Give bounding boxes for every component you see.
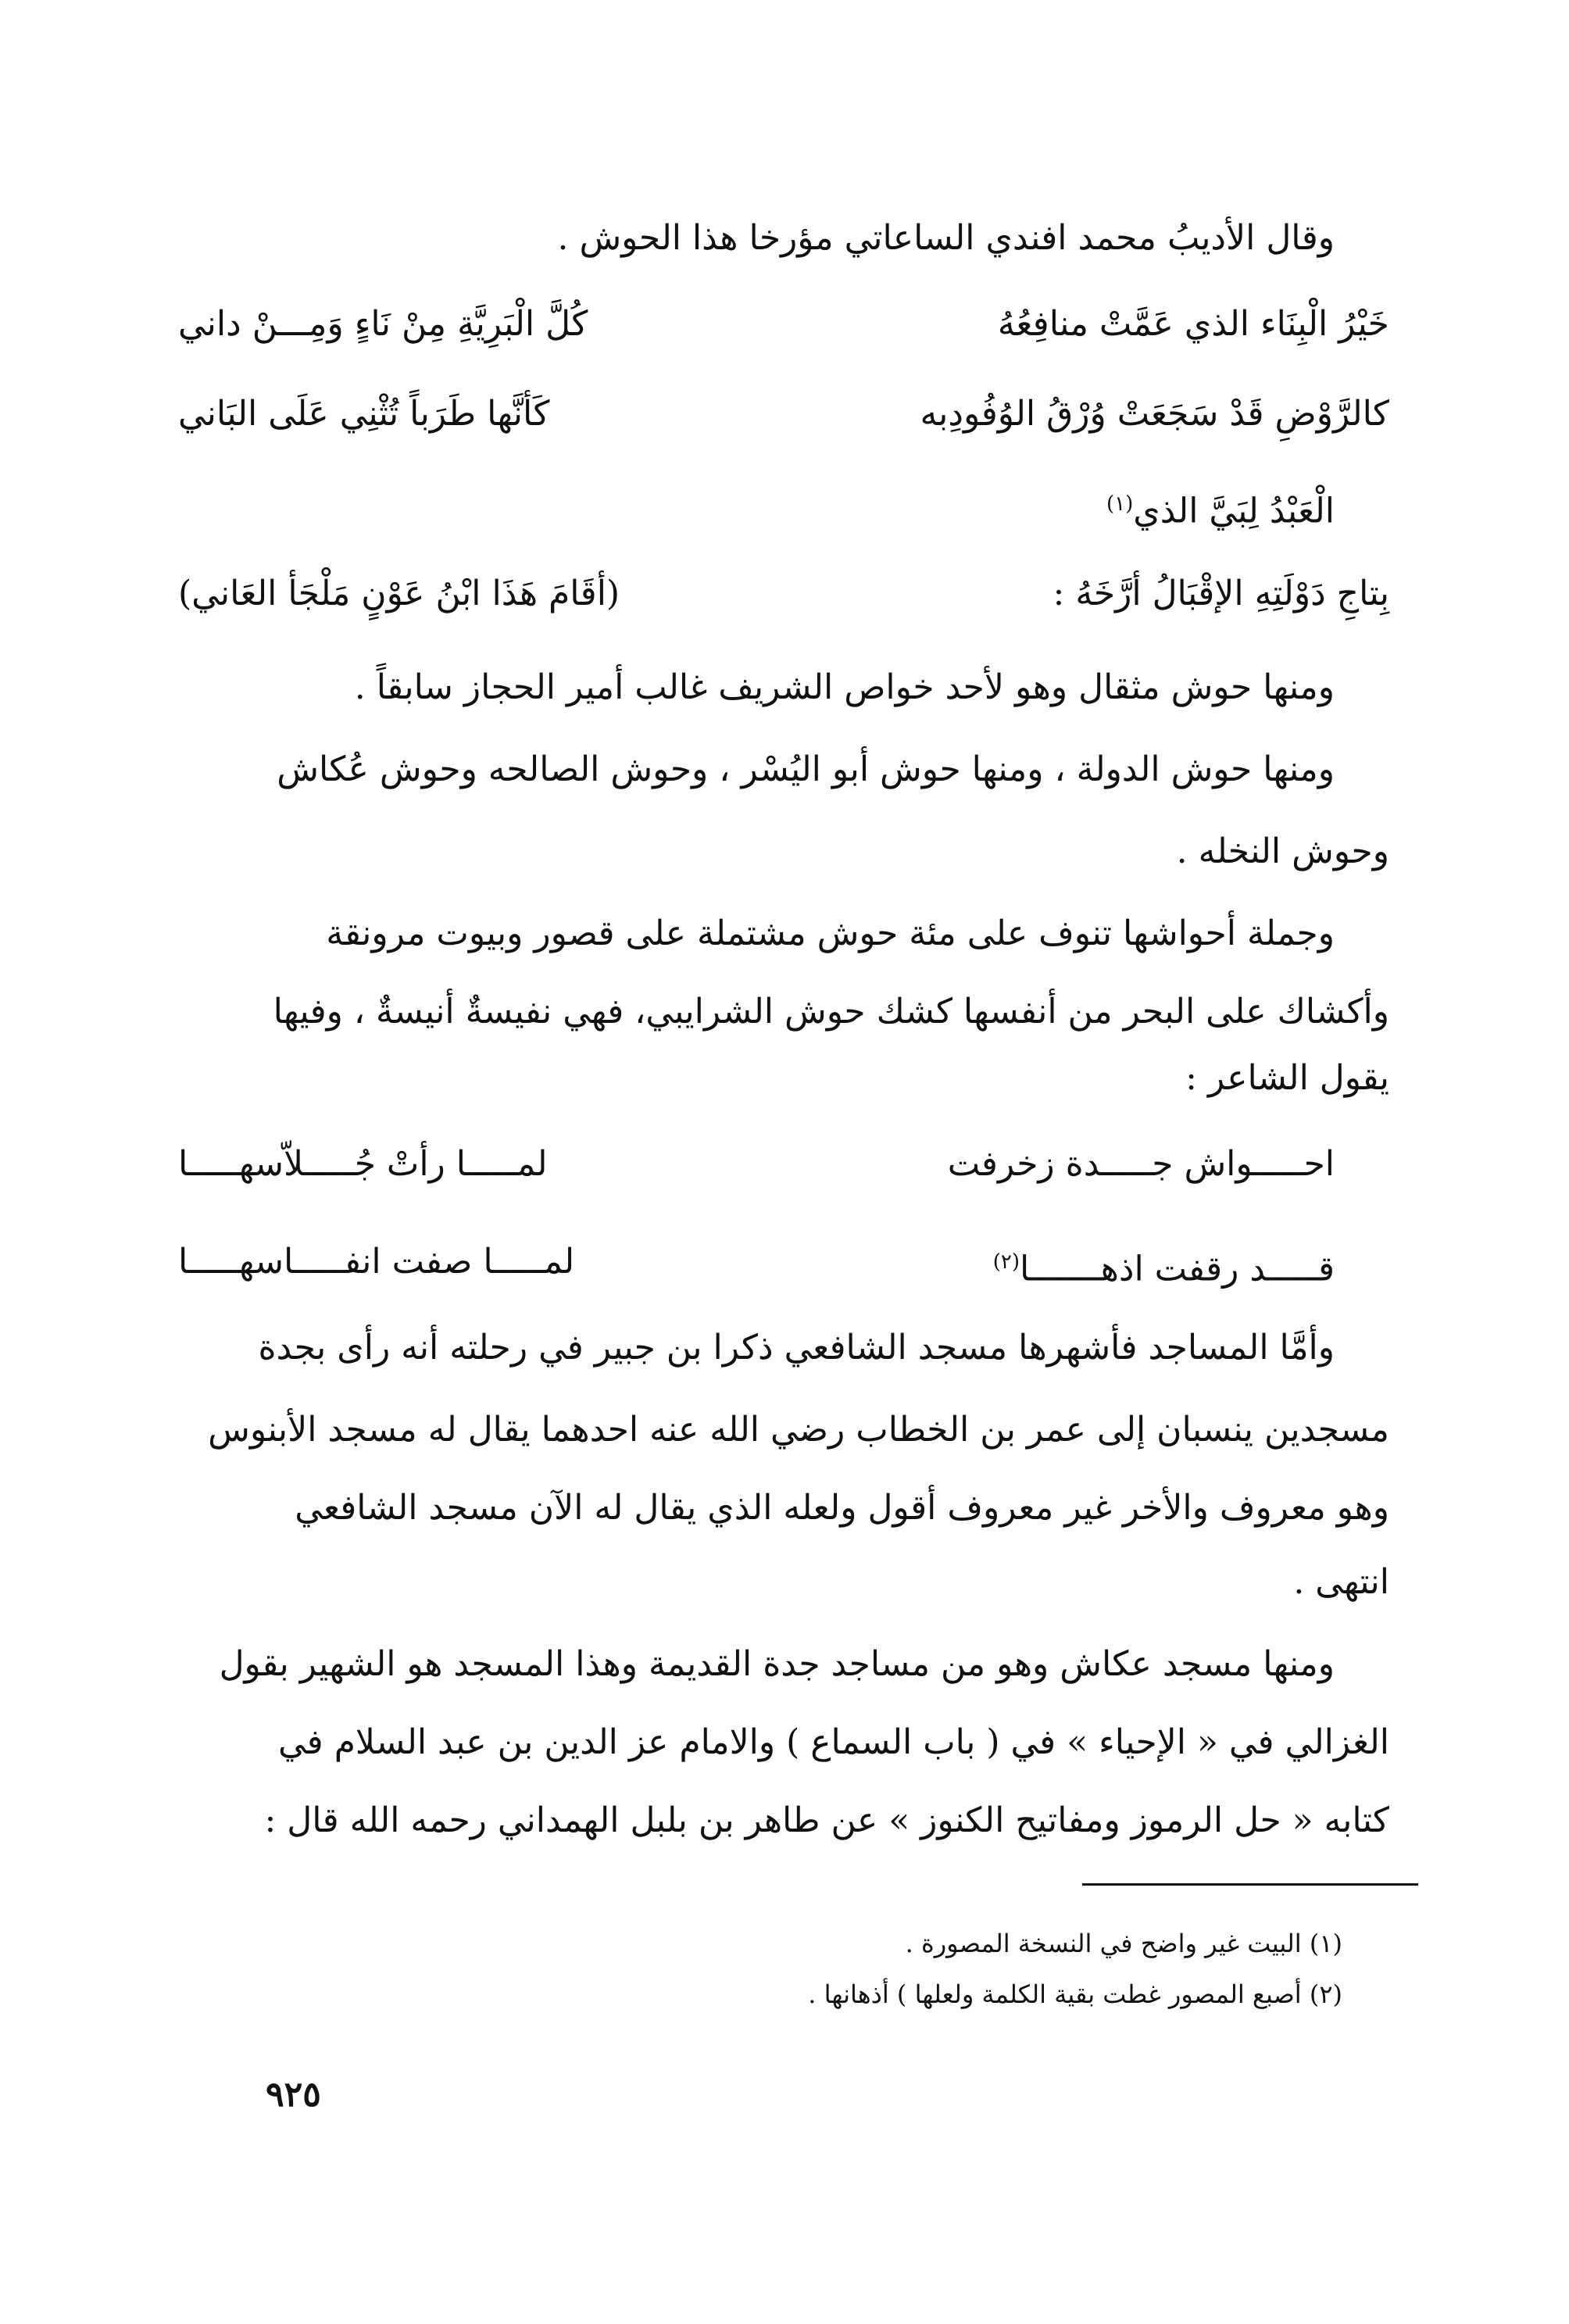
paragraph-2-line-1: ومنها حوش الدولة ، ومنها حوش أبو اليُسْر ، وحوش الصالحه وحوش عُكاش <box>277 749 1335 789</box>
verse-6-right-text: قـــــد رقفت اذهـــــــا <box>1020 1249 1335 1289</box>
page-number: ٩٢٥ <box>266 2075 321 2115</box>
paragraph-4-line-1: وأمَّا المساجد فأشهرها مسجد الشافعي ذكرا بن جبير في رحلته أنه رأى بجدة <box>258 1328 1335 1368</box>
verse-2 <box>178 387 1389 442</box>
paragraph-4-line-3: وهو معروف والأخر غير معروف أقول ولعله الذي يقال له الآن مسجد الشافعي <box>295 1488 1389 1528</box>
footnote-ref-1: (١) <box>1106 492 1134 516</box>
verse-4-left: (أقَامَ هَذَا ابْنُ عَوْنٍ مَلْجَأ العَاني) <box>178 574 620 613</box>
verse-5-right: احـــــواش جـــــدة زخرفت <box>947 1144 1335 1184</box>
verse-4 <box>178 567 1389 621</box>
verse-2-left: كَأنَّها طَرَباً تُثْنِي عَلَى البَاني <box>178 394 550 434</box>
paragraph-2-line-2: وحوش النخله . <box>1176 831 1389 871</box>
footnote-ref-2: (٢) <box>992 1250 1020 1274</box>
intro-line: وقال الأديبُ محمد افندي الساعاتي مؤرخا هذا الحوش . <box>557 218 1335 258</box>
paragraph-1: ومنها حوش مثقال وهو لأحد خواص الشريف غالب أمير الحجاز سابقاً . <box>354 667 1335 707</box>
verse-1-left: كُلَّ الْبَرِيَّةِ مِنْ نَاءٍ وَمِـــنْ داني <box>178 304 588 344</box>
paragraph-3-line-2: وأكشاك على البحر من أنفسها كشك حوش الشرايبي، فهي نفيسةٌ أنيسةٌ ، وفيها <box>273 992 1389 1031</box>
paragraph-4-line-4: انتهى . <box>1293 1562 1389 1602</box>
verse-6-left: لمـــــا صفت انفـــــاسهـــــا <box>178 1242 575 1282</box>
paragraph-5-line-1: ومنها مسجد عكاش وهو من مساجد جدة القديمة وهذا المسجد هو الشهير بقول <box>219 1644 1335 1684</box>
verse-1 <box>178 297 1389 352</box>
paragraph-3-line-1: وجملة أحواشها تنوف على مئة حوش مشتملة على قصور وبيوت مرونقة <box>326 914 1335 953</box>
verse-5-left: لمـــــا رأتْ جُـــــلاّسهـــــا <box>178 1144 548 1184</box>
paragraph-3-line-3: يقول الشاعر : <box>1185 1058 1389 1098</box>
footnote-1: (١) البيت غير واضح في النسخة المصورة . <box>905 1929 1342 1958</box>
verse-3-text: الْعَبْدُ لِبَيَّ الذي <box>1133 491 1335 531</box>
verse-3 <box>123 481 1335 535</box>
verse-5 <box>178 1137 1389 1192</box>
verse-2-right: كالرَّوْضِ قَدْ سَجَعَتْ وُرْقُ الوُفُودِبه <box>920 394 1389 434</box>
footnote-divider <box>1082 1883 1418 1886</box>
verse-1-right: خَيْرُ الْبِنَاء الذي عَمَّتْ منافِعُهُ <box>997 304 1389 344</box>
verse-6-right <box>993 1235 1335 1297</box>
verse-6 <box>178 1235 1389 1289</box>
paragraph-5-line-3: كتابه « حل الرموز ومفاتيح الكنوز » عن طاهر بن بلبل الهمداني رحمه الله قال : <box>264 1800 1389 1840</box>
footnote-2: (٢) أصبع المصور غطت بقية الكلمة ولعلها ) أذهانها . <box>808 1979 1342 2009</box>
verse-4-right: بِتاجِ دَوْلَتِهِ الإقْبَالُ أرَّخَهُ : <box>1053 574 1389 613</box>
paragraph-4-line-2: مسجدين ينسبان إلى عمر بن الخطاب رضي الله عنه احدهما يقال له مسجد الأبنوس <box>208 1410 1389 1450</box>
paragraph-5-line-2: الغزالي في « الإحياء » في ( باب السماع ) والامام عز الدين بن عبد السلام في <box>278 1722 1389 1762</box>
